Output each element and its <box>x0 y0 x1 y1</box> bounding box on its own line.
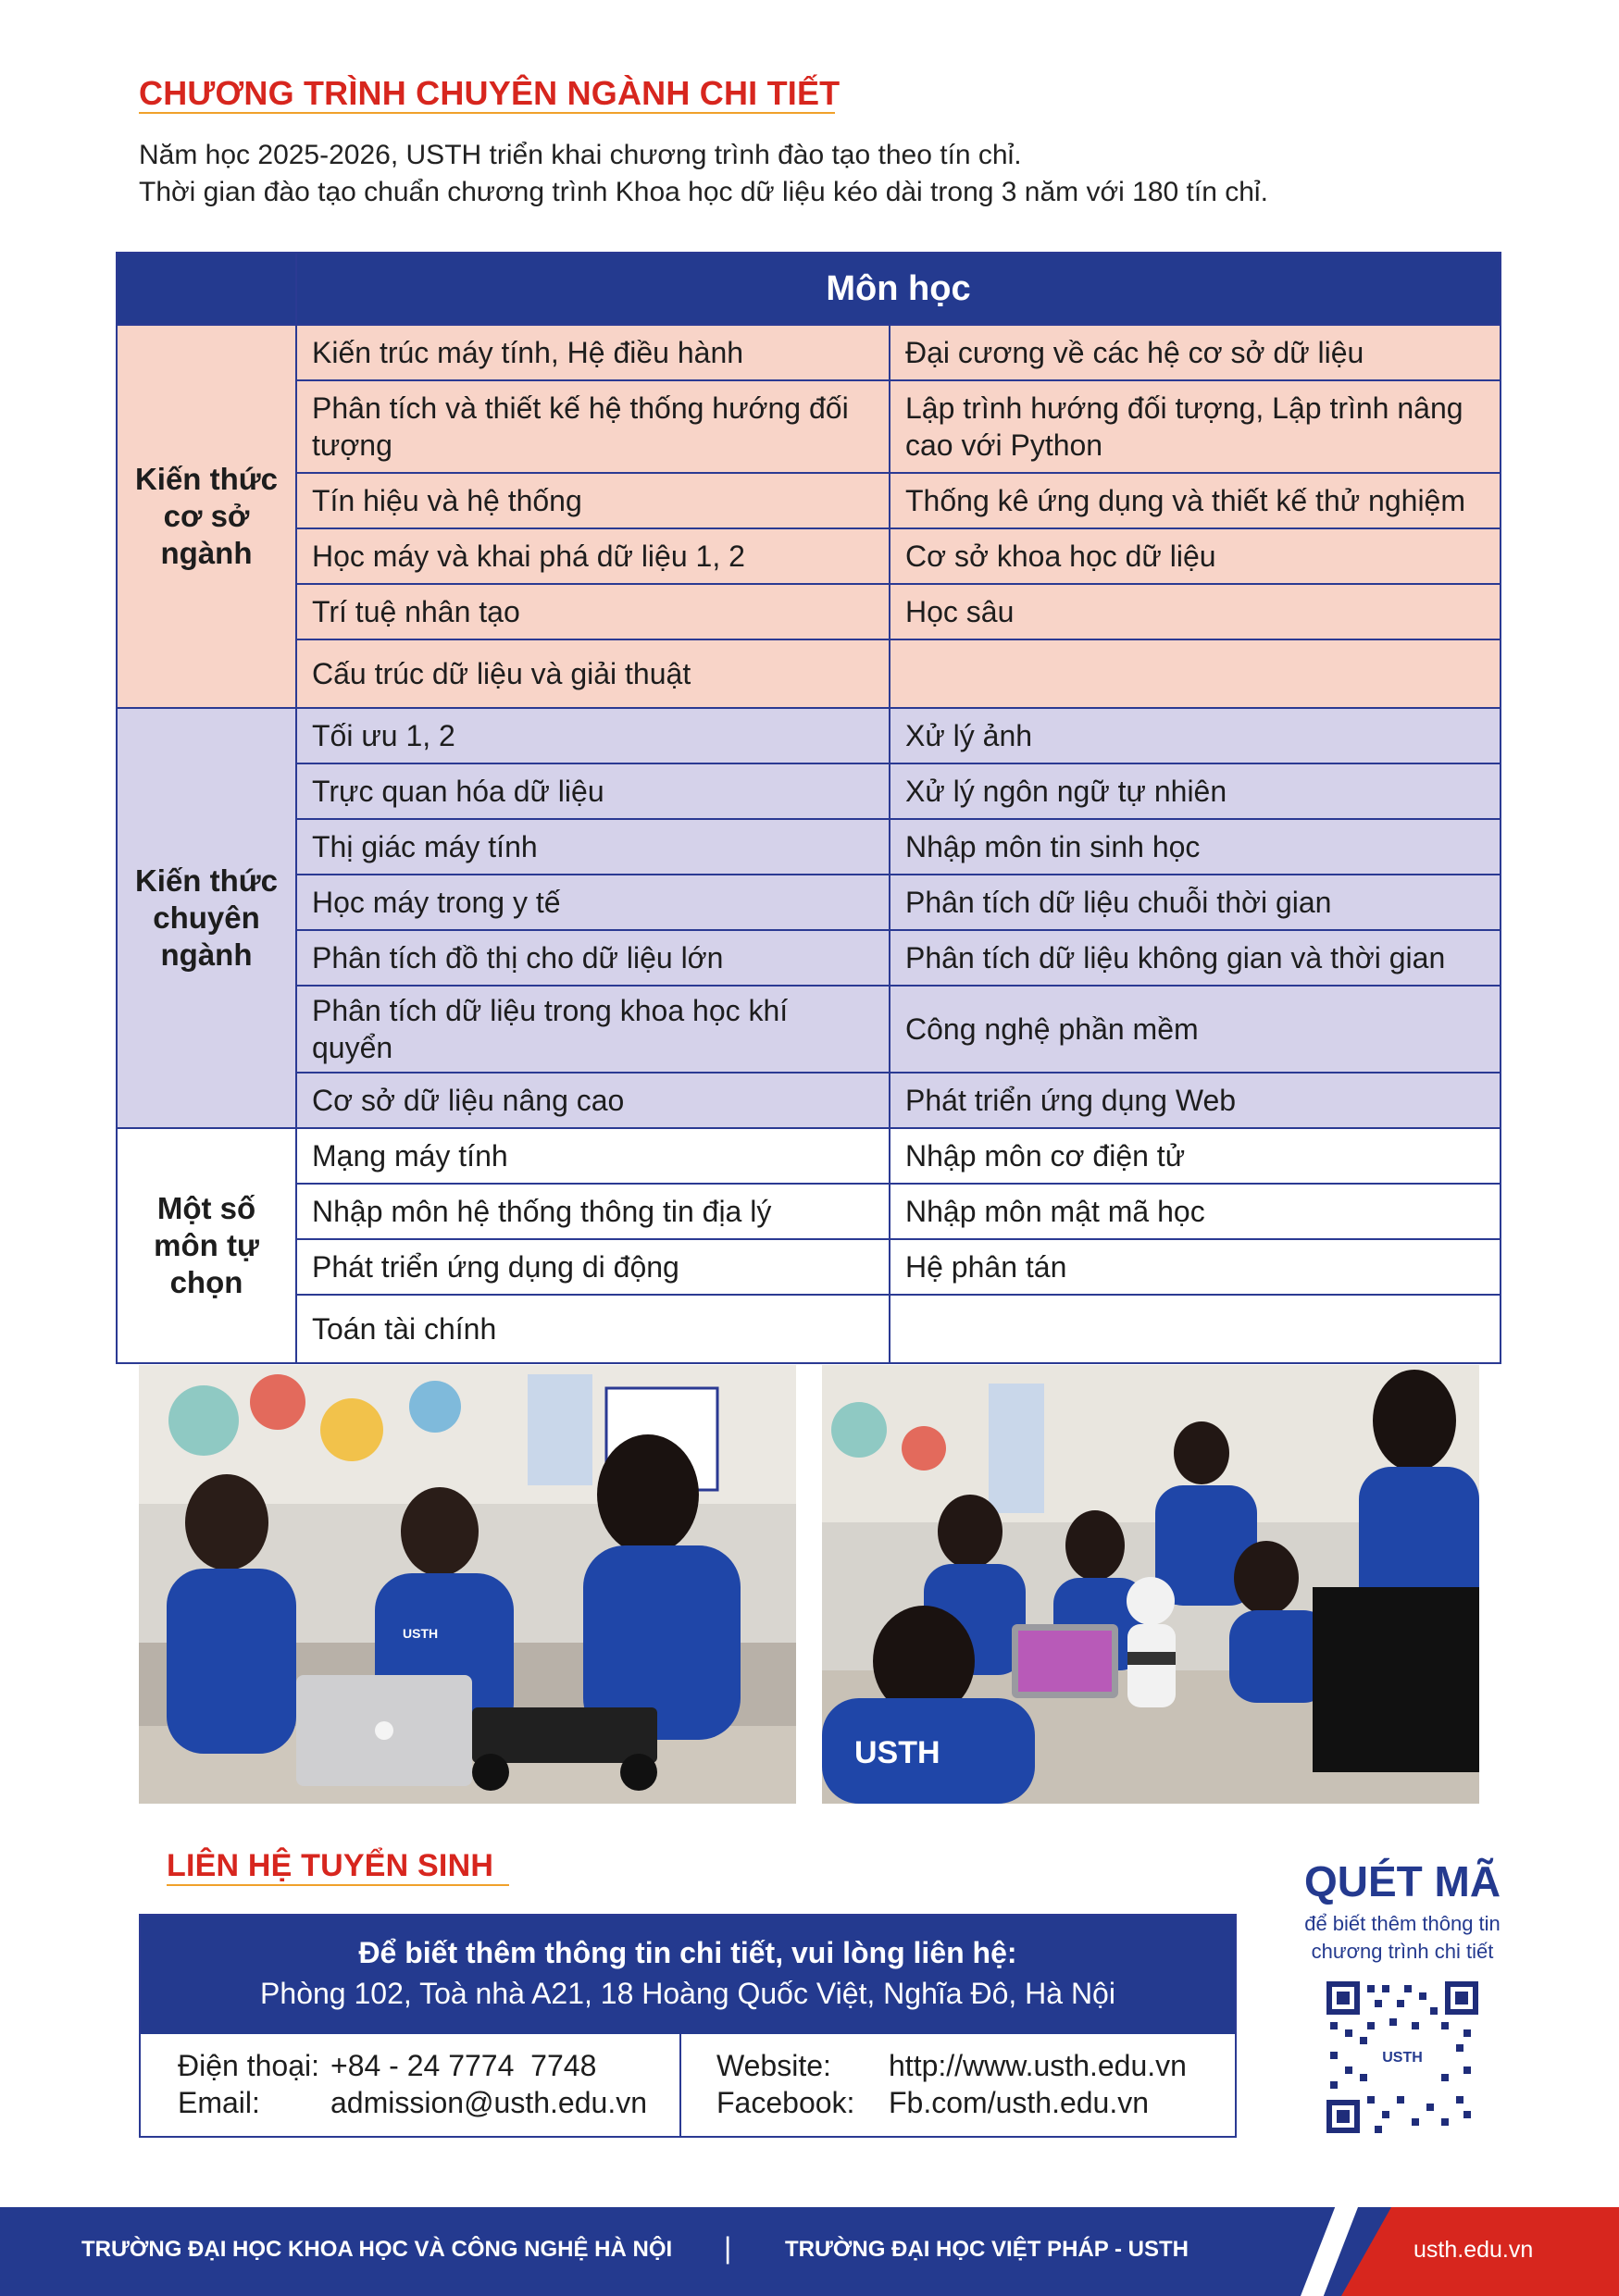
course-cell: Hệ phân tán <box>890 1239 1501 1295</box>
course-cell: Thống kê ứng dụng và thiết kế thử nghiệm <box>890 473 1501 528</box>
course-cell: Nhập môn hệ thống thông tin địa lý <box>296 1184 890 1239</box>
qr-subtitle-line-1: để biết thêm thông tin <box>1304 1912 1501 1935</box>
course-cell: Phân tích đồ thị cho dữ liệu lớn <box>296 930 890 986</box>
course-cell: Cơ sở khoa học dữ liệu <box>890 528 1501 584</box>
website-link[interactable]: http://www.usth.edu.vn <box>889 2049 1187 2082</box>
section-title-underline <box>139 112 835 114</box>
table-row <box>117 1073 1501 1128</box>
footer-university-vn: TRƯỜNG ĐẠI HỌC KHOA HỌC VÀ CÔNG NGHỆ HÀ NỘI <box>81 2237 673 2262</box>
course-cell: Học máy và khai phá dữ liệu 1, 2 <box>296 528 890 584</box>
group-label-electives: Một số môn tự chọn <box>117 1128 296 1363</box>
table-row <box>117 708 1501 763</box>
photo-students-robot-car <box>139 1365 796 1804</box>
course-cell: Trí tuệ nhân tạo <box>296 584 890 639</box>
course-cell: Phát triển ứng dụng di động <box>296 1239 890 1295</box>
phone-value[interactable]: +84 - 24 7774 7748 <box>330 2049 597 2082</box>
table-row <box>117 325 1501 380</box>
footer-bar <box>0 2207 1619 2296</box>
course-cell: Học sâu <box>890 584 1501 639</box>
footer-separator: | <box>724 2231 732 2265</box>
course-cell <box>890 1295 1501 1363</box>
course-cell: Kiến trúc máy tính, Hệ điều hành <box>296 325 890 380</box>
course-cell: Tín hiệu và hệ thống <box>296 473 890 528</box>
website-label: Website: <box>716 2049 831 2082</box>
shirt-logo-text: USTH <box>854 1735 940 1770</box>
course-cell: Phân tích dữ liệu trong khoa học khí quyển <box>296 986 890 1073</box>
course-cell: Nhập môn tin sinh học <box>890 819 1501 875</box>
qr-title: QUÉT MÃ <box>1303 1857 1501 1905</box>
course-cell: Trực quan hóa dữ liệu <box>296 763 890 819</box>
course-cell: Nhập môn mật mã học <box>890 1184 1501 1239</box>
contact-title-underline <box>167 1884 509 1886</box>
table-row <box>117 875 1501 930</box>
phone-label: Điện thoại: <box>178 2049 319 2082</box>
intro-line-1: Năm học 2025-2026, USTH triển khai chương trình đào tạo theo tín chỉ. <box>139 140 1022 170</box>
course-cell: Thị giác máy tính <box>296 819 890 875</box>
table-row <box>117 986 1501 1073</box>
course-cell: Xử lý ngôn ngữ tự nhiên <box>890 763 1501 819</box>
contact-box <box>139 1914 1237 2138</box>
course-cell: Cấu trúc dữ liệu và giải thuật <box>296 639 890 708</box>
course-cell: Phân tích và thiết kế hệ thống hướng đối tượng <box>296 380 890 473</box>
contact-address: Phòng 102, Toà nhà A21, 18 Hoàng Quốc Việt, Nghĩa Đô, Hà Nội <box>260 1977 1115 2010</box>
shirt-logo-text: USTH <box>403 1626 439 1641</box>
table-row <box>117 1295 1501 1363</box>
course-cell: Tối ưu 1, 2 <box>296 708 890 763</box>
course-cell: Toán tài chính <box>296 1295 890 1363</box>
table-corner-cell <box>117 253 296 325</box>
course-cell: Cơ sở dữ liệu nâng cao <box>296 1073 890 1128</box>
intro-text <box>139 137 1268 211</box>
course-cell <box>890 639 1501 708</box>
table-row <box>117 1239 1501 1295</box>
footer-university-usth: TRƯỜNG ĐẠI HỌC VIỆT PHÁP - USTH <box>785 2237 1189 2262</box>
contact-divider <box>679 2034 681 2138</box>
group-label-specialized: Kiến thức chuyên ngành <box>117 708 296 1128</box>
curriculum-table <box>116 252 1501 1364</box>
table-row <box>117 763 1501 819</box>
table-column-header: Môn học <box>296 253 1501 325</box>
contact-header <box>141 1916 1235 2034</box>
table-row <box>117 1128 1501 1184</box>
course-cell: Đại cương về các hệ cơ sở dữ liệu <box>890 325 1501 380</box>
table-row <box>117 930 1501 986</box>
course-cell: Công nghệ phần mềm <box>890 986 1501 1073</box>
course-cell: Nhập môn cơ điện tử <box>890 1128 1501 1184</box>
photo-students-humanoid-robot <box>822 1365 1479 1804</box>
facebook-label: Facebook: <box>716 2086 855 2119</box>
section-title: CHƯƠNG TRÌNH CHUYÊN NGÀNH CHI TIẾT <box>139 74 841 112</box>
qr-logo-text: USTH <box>1382 2050 1423 2066</box>
table-row <box>117 819 1501 875</box>
table-row <box>117 528 1501 584</box>
course-cell: Lập trình hướng đối tượng, Lập trình nâng cao với Python <box>890 380 1501 473</box>
course-cell: Phát triển ứng dụng Web <box>890 1073 1501 1128</box>
course-cell: Xử lý ảnh <box>890 708 1501 763</box>
table-row <box>117 584 1501 639</box>
qr-subtitle-line-2: chương trình chi tiết <box>1311 1940 1494 1963</box>
table-row <box>117 639 1501 708</box>
facebook-link[interactable]: Fb.com/usth.edu.vn <box>889 2086 1150 2119</box>
footer-website-link[interactable]: usth.edu.vn <box>1414 2237 1534 2263</box>
course-cell: Mạng máy tính <box>296 1128 890 1184</box>
qr-code-icon[interactable] <box>1326 1981 1478 2133</box>
course-cell: Phân tích dữ liệu không gian và thời gian <box>890 930 1501 986</box>
email-link[interactable]: admission@usth.edu.vn <box>330 2086 647 2119</box>
email-label: Email: <box>178 2086 260 2119</box>
contact-title: LIÊN HỆ TUYỂN SINH <box>167 1848 494 1883</box>
table-row <box>117 380 1501 473</box>
course-cell: Phân tích dữ liệu chuỗi thời gian <box>890 875 1501 930</box>
contact-lead: Để biết thêm thông tin chi tiết, vui lòng liên hệ: <box>358 1936 1017 1969</box>
group-label-basic: Kiến thức cơ sở ngành <box>117 325 296 708</box>
course-cell: Học máy trong y tế <box>296 875 890 930</box>
table-row <box>117 1184 1501 1239</box>
intro-line-2: Thời gian đào tạo chuẩn chương trình Khoa học dữ liệu kéo dài trong 3 năm với 180 tín chỉ. <box>139 177 1268 207</box>
qr-subtitle <box>1277 1910 1527 1966</box>
table-row <box>117 473 1501 528</box>
